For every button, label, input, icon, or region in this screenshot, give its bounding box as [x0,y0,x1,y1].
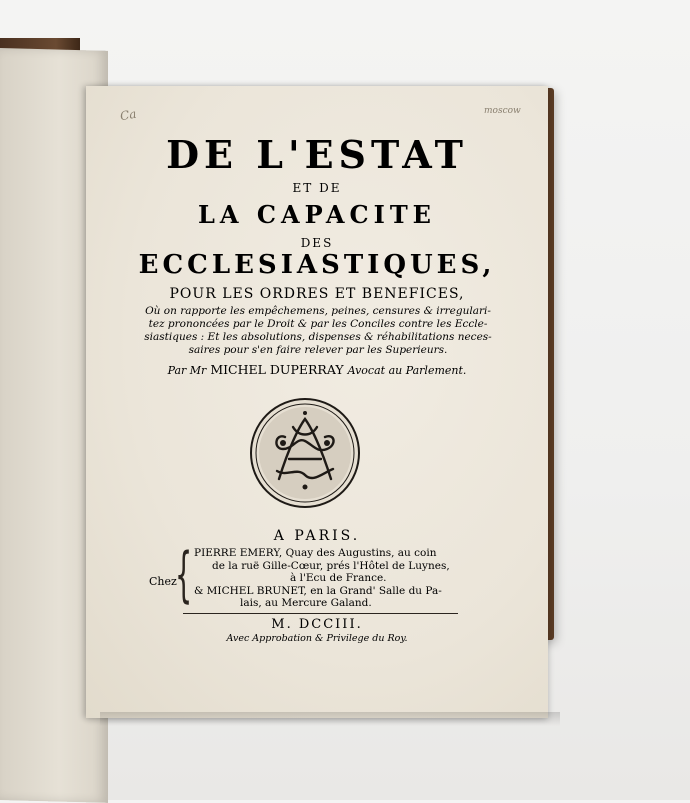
author-prefix: Par Mr [167,364,207,377]
pencil-note-left: Ca [118,106,138,124]
description-line: saires pour s'en faire relever par les Superieurs. [188,344,448,356]
publisher-line: de la ruë Gille-Cœur, prés l'Hôtel de Luynes, [212,560,450,572]
publisher-line: & MICHEL BRUNET, en la Grand' Salle du Pa- [194,585,442,597]
title-line-5: ECCLESIASTIQUES, [138,250,496,280]
publisher-line: à l'Ecu de France. [290,572,387,584]
privilege-line: Avec Approbation & Privilege du Roy. [226,633,408,644]
place-line: A PARIS. [273,528,361,544]
description-line: Où on rapporte les empêchemens, peines, censures & irregulari- [145,305,491,317]
page-shadow [100,712,560,726]
author-title: Avocat au Parlement. [347,364,467,377]
publisher-line: PIERRE EMERY, Quay des Augustins, au coin [194,547,437,559]
divider-rule [183,613,458,614]
subtitle-line: POUR LES ORDRES ET BENEFICES, [169,286,465,302]
year-line: M. DCCIII. [271,617,363,632]
title-line-1: DE L'ESTAT [166,132,468,177]
title-line-3: LA CAPACITE [198,200,436,229]
printer-device-seal [249,397,361,509]
pencil-note-right: moscow [484,106,521,116]
author-name: MICHEL DUPERRAY [210,362,344,377]
description-block [133,305,503,357]
chez-label: Chez [149,575,177,588]
title-line-2: ET DE [292,181,342,195]
author-line [86,362,548,377]
brace-glyph: { [175,540,193,610]
description-line: siastiques : Et les absolutions, dispenses & réhabilitations neces- [144,331,492,343]
title-line-4: DES [300,236,334,250]
publisher-line: lais, au Mercure Galand. [240,597,372,609]
description-line: tez prononcées par le Droit & par les Conciles contre les Eccle- [148,318,488,330]
